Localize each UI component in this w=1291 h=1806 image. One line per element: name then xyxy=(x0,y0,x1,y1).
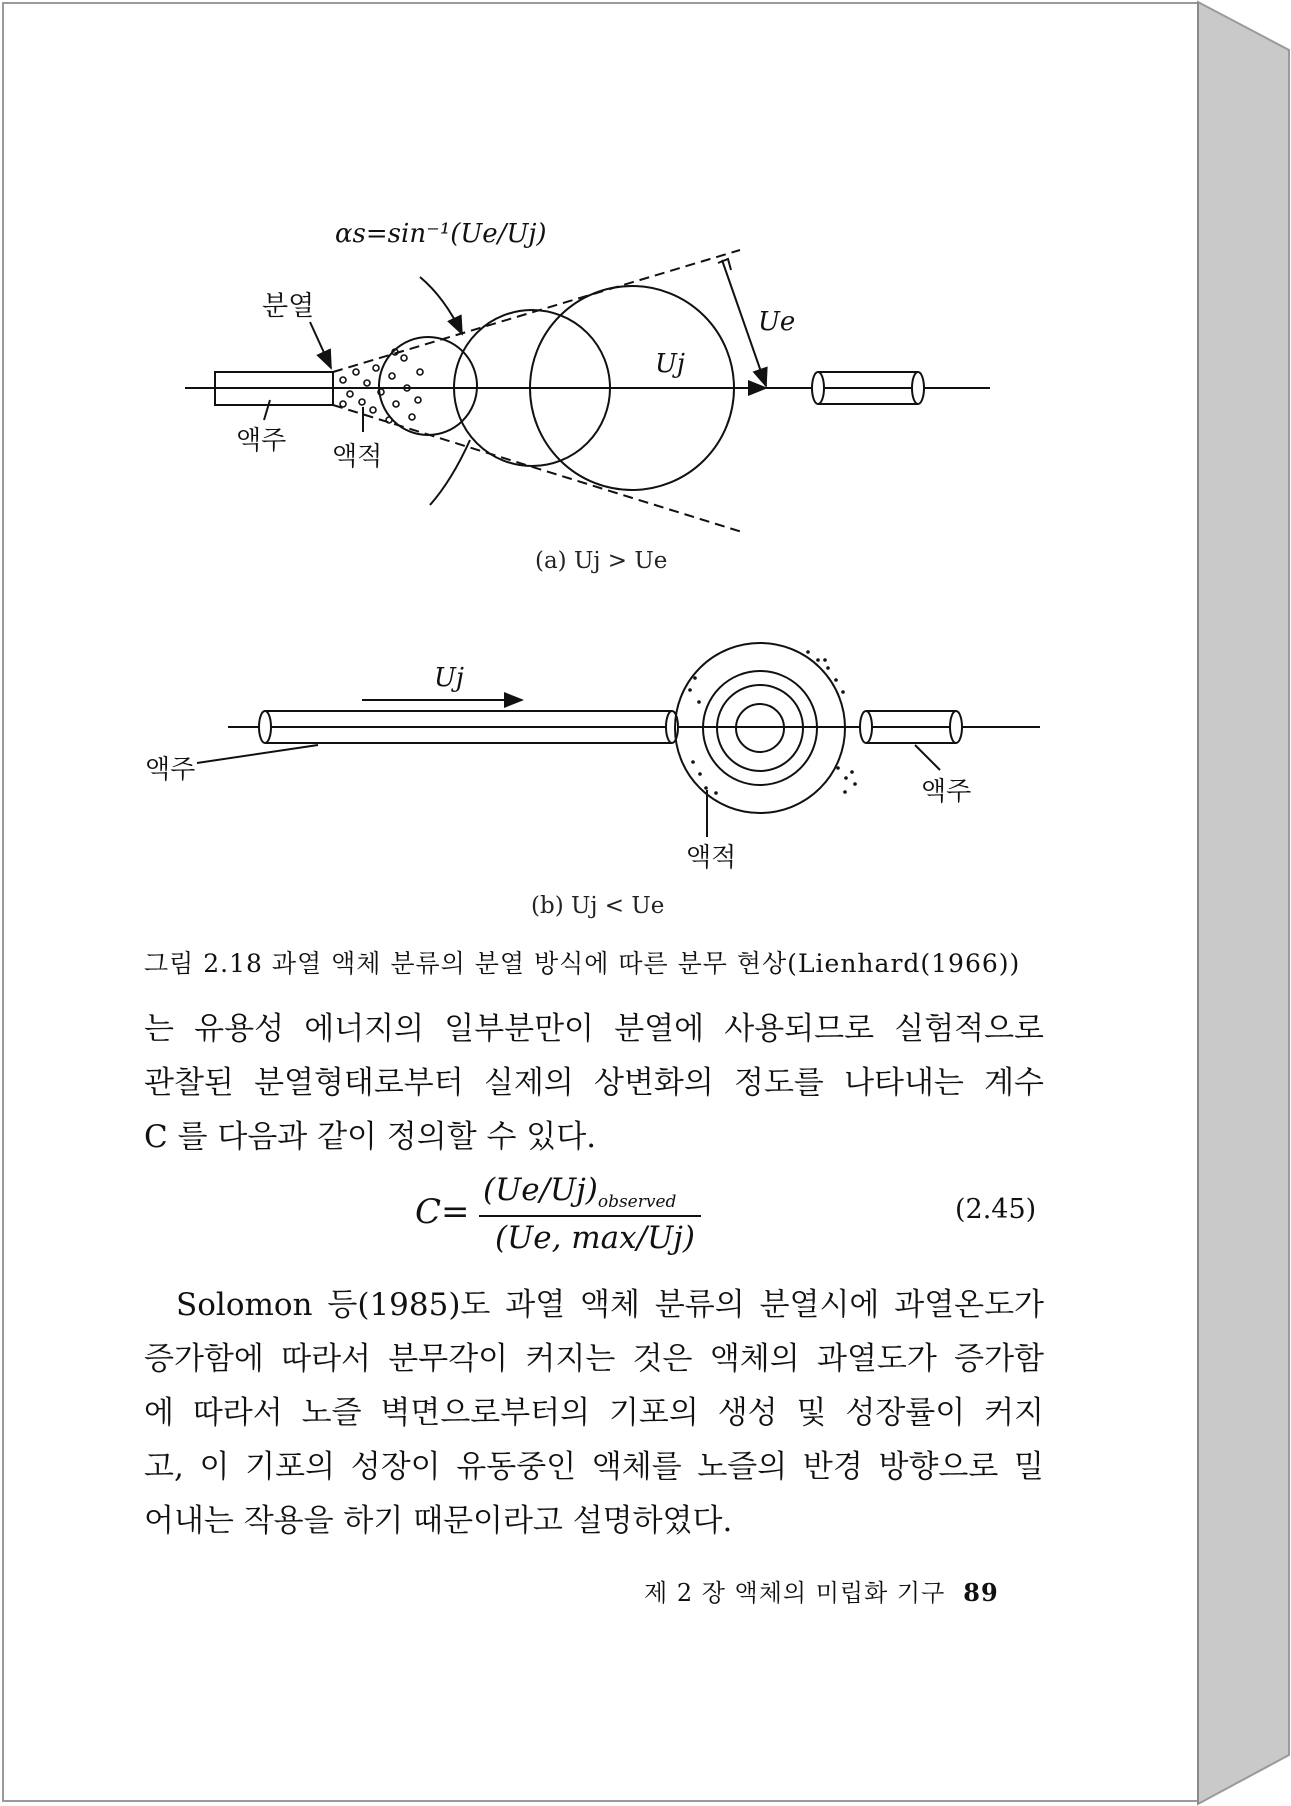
formula-label: αs=sin⁻¹(Ue/Uj) xyxy=(335,219,547,249)
breakup-label: 분열 xyxy=(262,291,315,322)
paragraph-line: C 를 다음과 같이 정의할 수 있다. xyxy=(144,1119,597,1155)
droplet-label-a: 액적 xyxy=(332,442,383,472)
fraction-bar xyxy=(479,1215,701,1217)
figure-caption: 그림 2.18 과열 액체 분류의 분열 방식에 따른 분무 현상(Lienhard(1966)) xyxy=(144,949,1021,978)
equation-denominator: (Ue, max/Uj) xyxy=(495,1220,695,1256)
paragraph-line: 에 따라서 노즐 벽면으로부터의 기포의 생성 및 성장률이 커지 xyxy=(144,1395,1044,1431)
liquid-column-label-b-left: 액주 xyxy=(145,755,196,785)
subfigure-caption-a: (a) Uj > Ue xyxy=(535,548,668,574)
uj-label-b: Uj xyxy=(434,663,464,693)
page-footer xyxy=(644,1573,999,1608)
liquid-column-label-a: 액주 xyxy=(236,426,287,456)
numerator-subscript: observed xyxy=(597,1192,677,1213)
angle-arc-lower xyxy=(430,440,470,505)
paragraph-2 xyxy=(144,1278,1044,1548)
angle-arrow-upper xyxy=(420,277,462,334)
paragraph-line: 어내는 작용을 하기 때문이라고 설명하였다. xyxy=(144,1503,733,1539)
paragraph-line: Solomon 등(1985)도 과열 액체 분류의 분열시에 과열온도가 xyxy=(176,1287,1044,1323)
ue-label-a: Ue xyxy=(758,307,796,337)
numerator-text: (Ue/Uj) xyxy=(483,1172,598,1208)
breakup-arrow xyxy=(310,322,331,368)
figure-diagram xyxy=(0,0,1200,920)
paragraph-line: 증가함에 따라서 분무각이 커지는 것은 액체의 과열도가 증가함 xyxy=(144,1341,1044,1377)
equation-number: (2.45) xyxy=(955,1194,1037,1225)
liquid-column-leader-b-right xyxy=(915,745,940,770)
paragraph-1 xyxy=(144,1002,1044,1164)
liquid-column-leader-b-left xyxy=(197,745,318,763)
uj-label-a: Uj xyxy=(655,349,685,379)
paragraph-line: 고, 이 기포의 성장이 유동중인 액체를 노즐의 반경 방향으로 밀 xyxy=(144,1449,1044,1485)
paragraph-line: 는 유용성 에너지의 일부분만이 분열에 사용되므로 실험적으로 xyxy=(144,1011,1044,1047)
subfigure-caption-b: (b) Uj < Ue xyxy=(531,893,665,919)
equation-numerator xyxy=(483,1172,676,1212)
running-chapter-title: 제 2 장 액체의 미립화 기구 xyxy=(644,1579,946,1607)
paragraph-line: 관찰된 분열형태로부터 실제의 상변화의 정도를 나타내는 계수 xyxy=(144,1065,1044,1101)
liquid-column-leader-a xyxy=(264,400,270,420)
diagram-a xyxy=(185,219,990,532)
droplet-label-b: 액적 xyxy=(686,843,737,873)
equation-lhs: C= xyxy=(415,1192,470,1232)
diagram-b xyxy=(145,643,1040,873)
liquid-column-label-b-right: 액주 xyxy=(921,777,972,807)
page-number: 89 xyxy=(963,1578,999,1607)
